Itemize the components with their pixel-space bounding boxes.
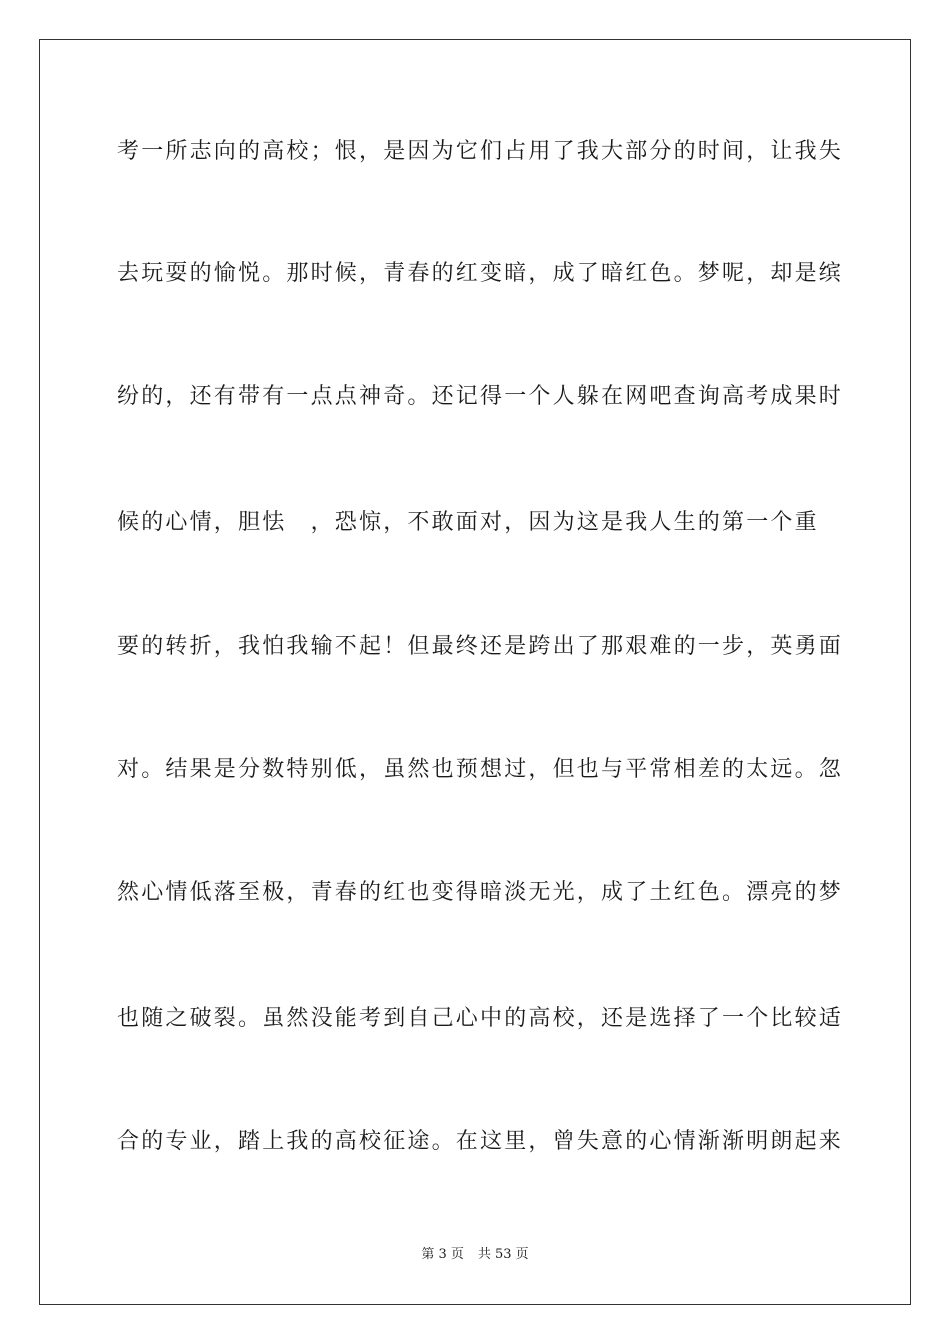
body-text-line: 然心情低落至极，青春的红也变得暗淡无光，成了土红色。漂亮的梦 (117, 880, 844, 905)
body-text-line: 要的转折，我怕我输不起！但最终还是跨出了那艰难的一步，英勇面 (117, 634, 844, 659)
body-text-line: 候的心情，胆怯 ，恐惊，不敢面对，因为这是我人生的第一个重 (117, 510, 819, 535)
page-total: 共 53 页 (477, 1247, 529, 1262)
page-frame (39, 39, 911, 1305)
page-number: 第 3 页 (421, 1247, 464, 1262)
body-text-line: 也随之破裂。虽然没能考到自己心中的高校，还是选择了一个比较适 (117, 1006, 844, 1031)
page-footer (0, 1246, 950, 1264)
body-text-line: 考一所志向的高校；恨，是因为它们占用了我大部分的时间，让我失 (117, 139, 844, 164)
body-text-line: 合的专业，踏上我的高校征途。在这里，曾失意的心情渐渐明朗起来 (117, 1129, 844, 1154)
body-text-line: 对。结果是分数特别低，虽然也预想过，但也与平常相差的太远。忽 (117, 757, 844, 782)
body-text-line: 去玩耍的愉悦。那时候，青春的红变暗，成了暗红色。梦呢，却是缤 (117, 261, 844, 286)
body-text-line: 纷的，还有带有一点点神奇。还记得一个人躲在网吧查询高考成果时 (117, 384, 844, 409)
